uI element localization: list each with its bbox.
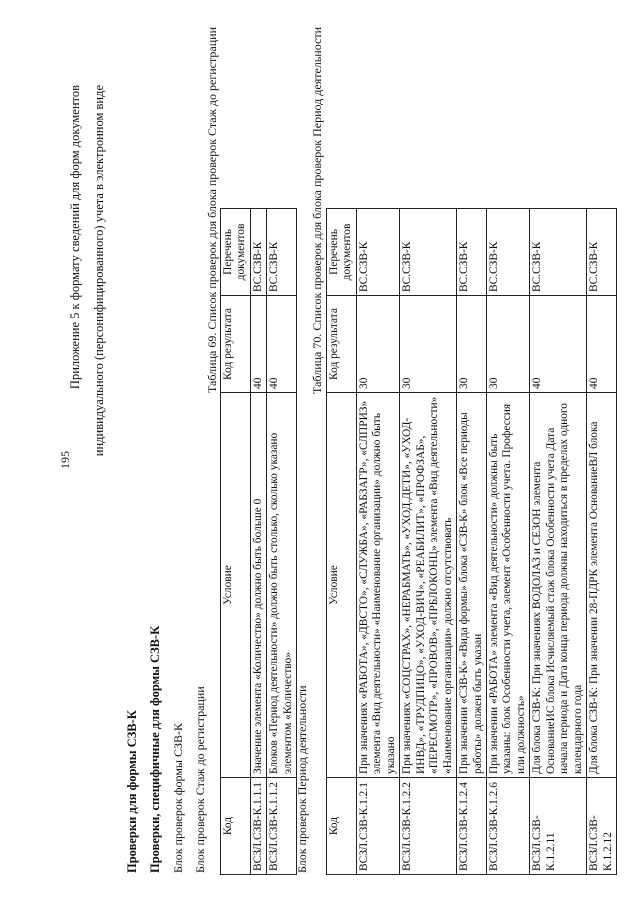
cell-documents: ВС.СЗВ-К [267, 209, 297, 296]
header-result-code: Код результата [221, 296, 251, 393]
block-label-form: Блок проверок формы СЗВ-К [171, 723, 185, 873]
cell-result-code: 30 [457, 296, 487, 393]
cell-condition: Значение элемента «Количество» должно быть больше 0 [250, 393, 266, 778]
cell-code: ВСЗЛ.СЗВ-К.1.2.11 [530, 778, 587, 875]
cell-result-code: 40 [530, 296, 587, 393]
cell-documents: ВС.СЗВ-К [457, 209, 487, 296]
cell-documents: ВС.СЗВ-К [587, 209, 617, 296]
cell-condition: При значениях «СОЦСТРАХ», «НЕРАБМАТЬ», «УХОД.ДЕТИ», «УХОД-ИНВД», «ТРУДПИЦО», «УХОД-ВИЧ», «РЕАБИЛИТ», «ПРОФЗАБ», «ПЕРЕСМОТР», «ПРОВОВ», «ПРБЛОКОНЦ» элемента «Вид деятельности» «Наименование организации» должно отсутствовать [400, 393, 457, 778]
appendix-title [64, 85, 112, 605]
cell-code: ВСЗЛ.СЗВ-К.1.2.12 [587, 778, 617, 875]
table-row [267, 209, 297, 875]
cell-documents: ВС.СЗВ-К [486, 209, 529, 296]
cell-code: ВСЗЛ.СЗВ-К.1.2.6 [486, 778, 529, 875]
appendix-line-2: индивидуального (персонифицированного) учета в электронном виде [91, 85, 106, 457]
header-code: Код [327, 778, 357, 875]
table-header-row [327, 209, 357, 875]
table-69 [220, 208, 297, 875]
page-number: 195 [58, 451, 72, 469]
cell-result-code: 30 [486, 296, 529, 393]
cell-result-code: 40 [587, 296, 617, 393]
cell-result-code: 40 [250, 296, 266, 393]
table-row [486, 209, 529, 875]
cell-condition: Для блока СЗВ-К: При значениях ВОДОЛАЗ и СЕЗОН элемента ОснованиеИС блока Исчисляемый стаж блока Особенности учета Дата начала периода и Дата конца периода должны находиться в пределах одного календарного года [530, 393, 587, 778]
cell-condition: При значениях «РАБОТА», «ДВСТО», «СЛУЖБА», «РАБЗАГР», «СЛПРИЗ» элемента «Вид деятельности» «Наименование организации» должно быть указано [356, 393, 399, 778]
table-70-caption: Таблица 70. Список проверок для блока проверок Период деятельности [310, 27, 324, 394]
cell-code: ВСЗЛ.СЗВ-К.1.2.4 [457, 778, 487, 875]
cell-code: ВСЗЛ.СЗВ-К.1.2.1 [356, 778, 399, 875]
cell-documents: ВС.СЗВ-К [530, 209, 587, 296]
header-code: Код [221, 778, 251, 875]
block-label-period: Блок проверок Период деятельности [295, 685, 309, 873]
block-label-stazh: Блок проверок Стаж до регистрации [193, 686, 207, 873]
cell-condition: При значении «РАБОТА» элемента «Вид деятельности» должны быть указаны: блок Особенности учета, элемент «Особенности учета. Профессия или должность» [486, 393, 529, 778]
cell-code: ВСЗЛ.СЗВ-К.1.1.2 [267, 778, 297, 875]
table-row [250, 209, 266, 875]
table-row [587, 209, 617, 875]
header-condition: Условие [327, 393, 357, 778]
table-row [530, 209, 587, 875]
cell-condition: Для блока СЗВ-К: При значении 28-ПДРК элемента ОснованиеВЛ блока [587, 393, 617, 778]
cell-code: ВСЗЛ.СЗВ-К.1.1.1 [250, 778, 266, 875]
table-69-caption: Таблица 69. Список проверок для блока проверок Стаж до регистрации [205, 27, 219, 393]
table-row [400, 209, 457, 875]
cell-condition: Блоков «Период деятельности» должно быть столько, сколько указано элементом «Количество» [267, 393, 297, 778]
heading-checks: Проверки для формы СЗВ-К [125, 710, 139, 873]
cell-documents: ВС.СЗВ-К [356, 209, 399, 296]
header-documents: Перечень документов [221, 209, 251, 296]
table-70 [326, 208, 617, 875]
cell-code: ВСЗЛ.СЗВ-К.1.2.2 [400, 778, 457, 875]
cell-result-code: 40 [267, 296, 297, 393]
cell-result-code: 30 [356, 296, 399, 393]
header-result-code: Код результата [327, 296, 357, 393]
cell-result-code: 30 [400, 296, 457, 393]
table-row [356, 209, 399, 875]
header-documents: Перечень документов [327, 209, 357, 296]
heading-specific-checks: Проверки, специфичные для формы СЗВ-К [148, 625, 162, 873]
cell-documents: ВС.СЗВ-К [400, 209, 457, 296]
appendix-line-1: Приложение 5 к форматy сведений для форм документов [68, 85, 82, 390]
table-header-row [221, 209, 251, 875]
cell-documents: ВС.СЗВ-К [250, 209, 266, 296]
header-condition: Условие [221, 393, 251, 778]
table-row [457, 209, 487, 875]
cell-condition: При значении «СЗВ-К» «Вида формы» блока «СЗВ-К» блок «Все периоды работы» должен быть указан [457, 393, 487, 778]
